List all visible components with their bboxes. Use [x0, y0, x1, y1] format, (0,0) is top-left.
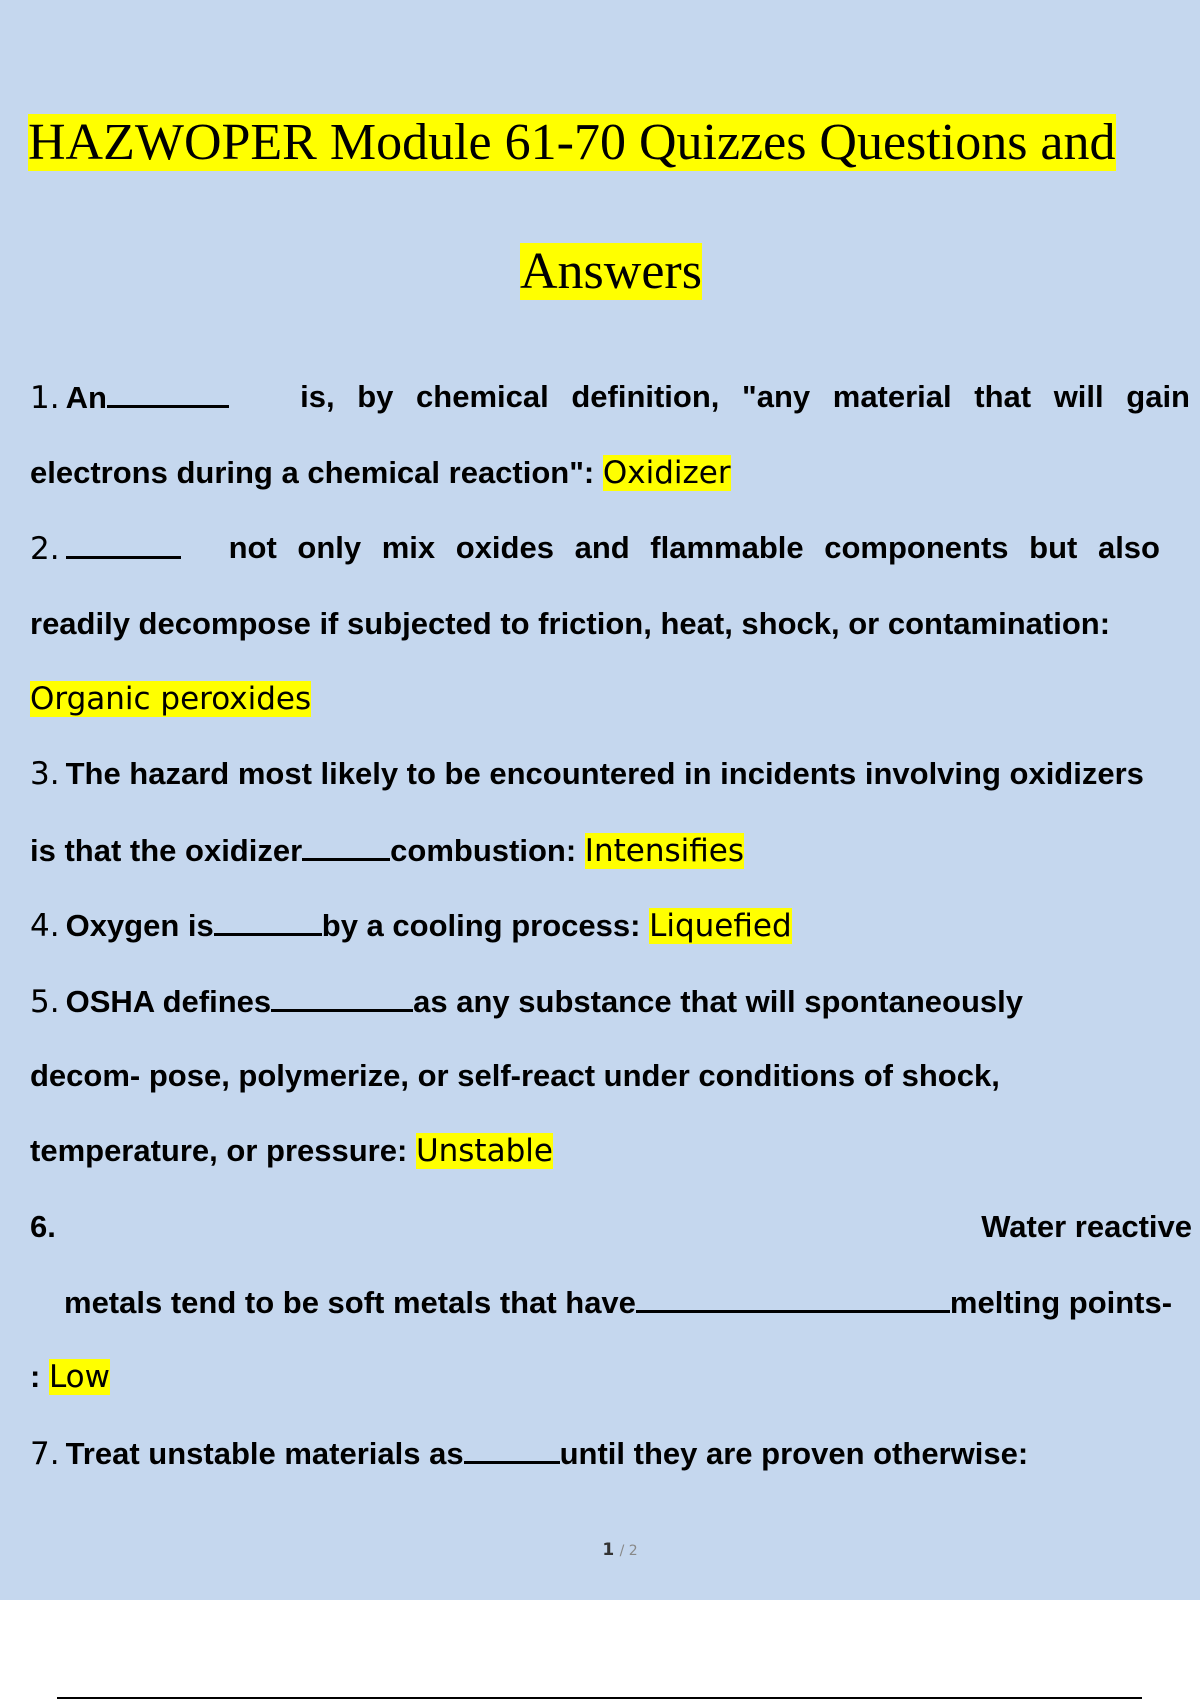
question-6-text-d: :: [30, 1359, 41, 1394]
question-5-text-d: temperature, or pressure:: [30, 1133, 408, 1168]
question-1-number: 1.: [30, 380, 60, 416]
question-5-text-c: decom- pose, polymerize, or self-react under conditions of shock,: [30, 1058, 1000, 1093]
question-6-text-c: melting points-: [949, 1285, 1173, 1320]
question-2-line-3: [30, 679, 311, 719]
question-4-answer: Liquefied: [649, 908, 792, 944]
question-4-line-1: [30, 905, 792, 946]
question-6-text-b: metals tend to be soft metals that have: [64, 1285, 636, 1320]
page-current: 1: [602, 1540, 615, 1560]
question-3-number: 3.: [30, 756, 60, 792]
question-5-number: 5.: [30, 984, 60, 1020]
question-1-line-1: [30, 377, 1190, 418]
question-4-text-b: by a cooling process:: [321, 908, 641, 943]
question-1-text-b: is, by chemical definition, "any material that will gain: [300, 379, 1190, 414]
question-6-line-3: [30, 1357, 110, 1397]
question-3-blank: [302, 830, 390, 861]
question-7-text-a: Treat unstable materials as: [65, 1436, 464, 1471]
question-5-text-a: OSHA defines: [65, 984, 272, 1019]
question-2-text-a: not only mix oxides and flammable components but also: [228, 530, 1160, 565]
question-2-number: 2.: [30, 531, 60, 567]
question-7-blank: [464, 1433, 560, 1464]
question-1-text-c: electrons during a chemical reaction":: [30, 455, 595, 490]
question-7-number: 7.: [30, 1436, 60, 1472]
question-3-line-2: [30, 830, 744, 871]
question-6-number: 6.: [30, 1209, 56, 1244]
page-indicator: [0, 1540, 1200, 1560]
question-1-answer: Oxidizer: [602, 455, 731, 491]
question-5-line-1: [30, 981, 1023, 1022]
question-4-blank: [214, 905, 322, 936]
question-4-number: 4.: [30, 908, 60, 944]
question-7-line-1: [30, 1433, 1028, 1474]
question-2-text-b: readily decompose if subjected to friction, heat, shock, or contamination:: [30, 606, 1111, 641]
question-2-answer: Organic peroxides: [30, 681, 312, 717]
question-1-blank: [107, 377, 229, 408]
question-6-blank: [636, 1282, 950, 1313]
question-6-line-2: [64, 1282, 1172, 1323]
question-5-line-3: [30, 1131, 553, 1171]
question-3-text-b: is that the oxidizer: [30, 833, 303, 868]
question-3-text-a: The hazard most likely to be encountered in incidents involving oxidizers: [65, 756, 1144, 791]
question-3-text-c: combustion:: [390, 833, 577, 868]
question-5-text-b: as any substance that will spontaneously: [413, 984, 1023, 1019]
document-title: [28, 111, 1116, 175]
question-2-line-2: [30, 604, 1110, 644]
question-5-line-2: [30, 1056, 1000, 1096]
question-6-text-a: Water reactive: [981, 1209, 1192, 1244]
question-7-text-b: until they are proven otherwise:: [559, 1436, 1029, 1471]
question-2-blank: [66, 528, 181, 559]
title-line-2: Answers: [520, 243, 702, 300]
question-6-answer: Low: [48, 1359, 110, 1395]
question-6-line-1: [30, 1207, 1192, 1247]
page-total: / 2: [619, 1543, 638, 1559]
title-line-1: HAZWOPER Module 61-70 Quizzes Questions and: [28, 114, 1116, 171]
question-1-text-a: An: [65, 380, 107, 415]
question-3-line-1: [30, 754, 1144, 794]
question-3-answer: Intensifies: [584, 833, 744, 869]
question-1-line-2: [30, 453, 731, 493]
question-5-answer: Unstable: [415, 1133, 553, 1169]
question-2-line-1: [30, 528, 1160, 569]
question-4-text-a: Oxygen is: [65, 908, 214, 943]
document-title-continued: [520, 240, 702, 304]
question-5-blank: [271, 981, 413, 1012]
next-page-rule: [57, 1697, 1142, 1699]
